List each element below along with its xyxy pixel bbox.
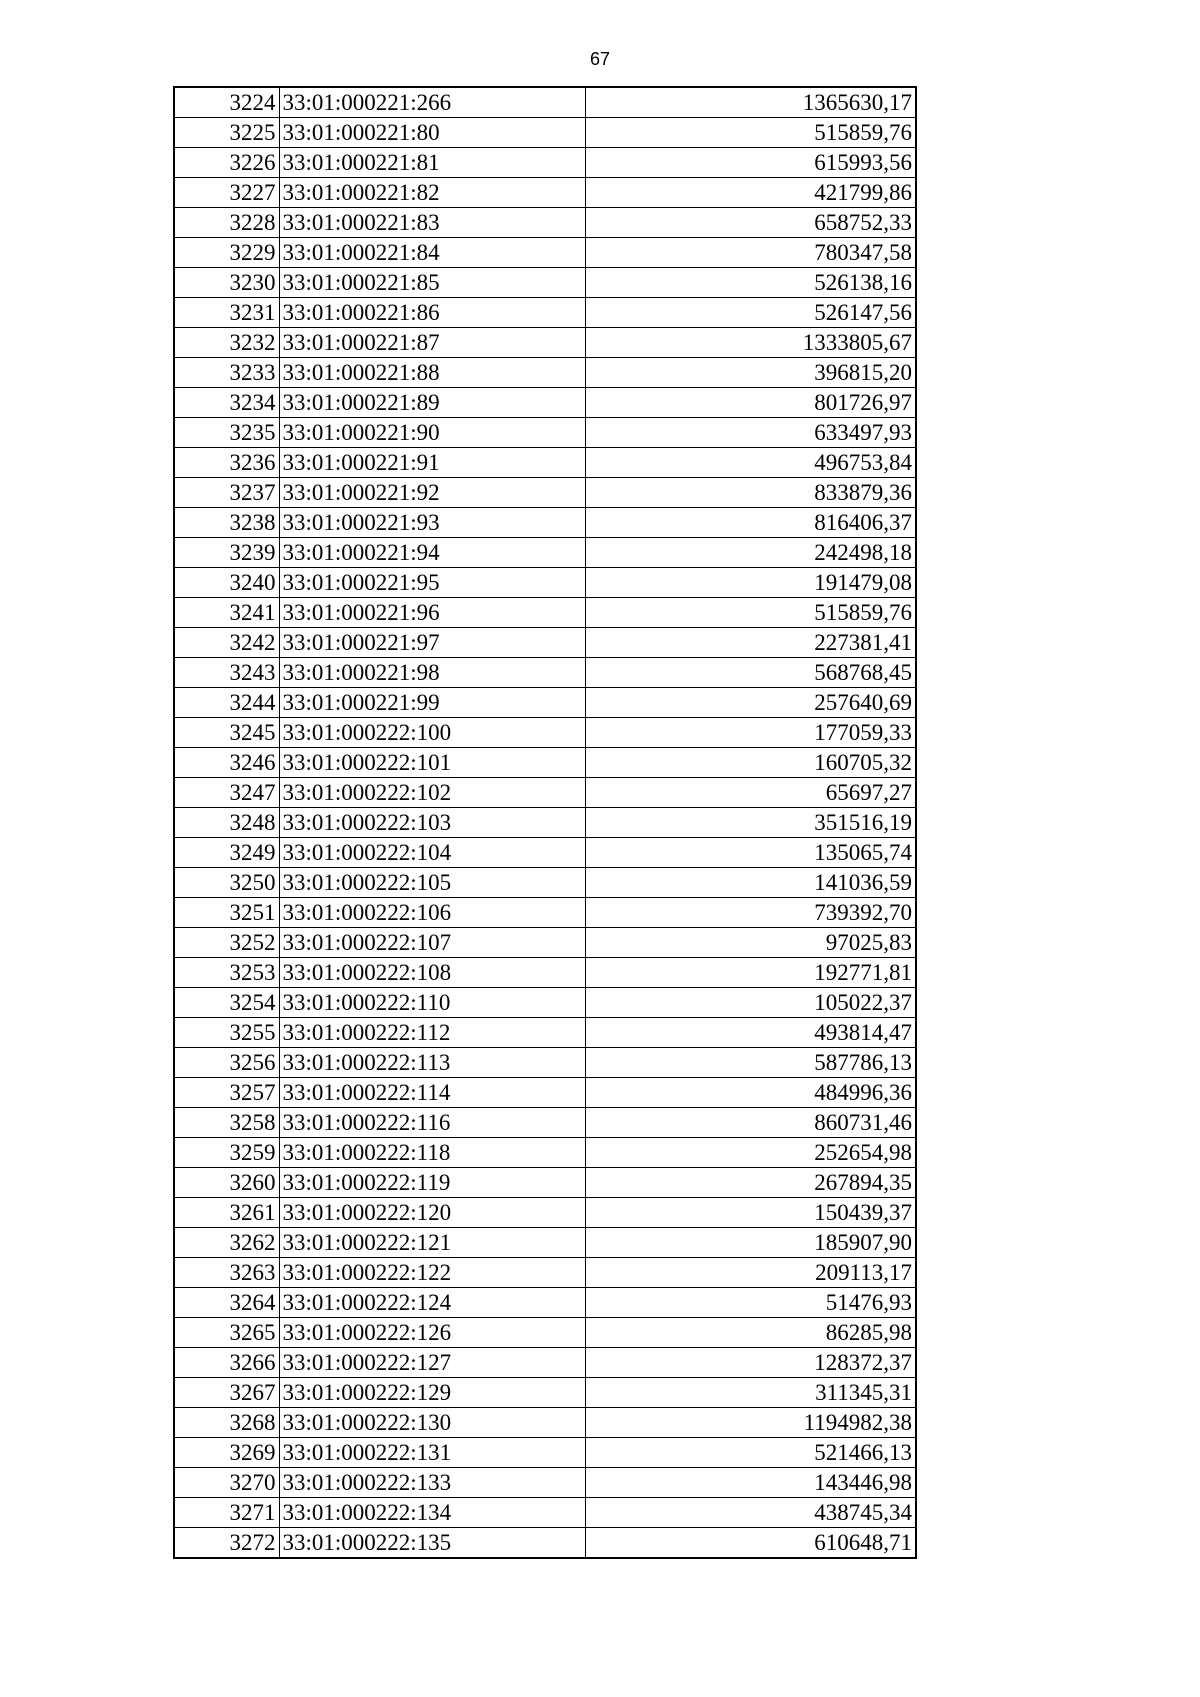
cadastral-number-cell: 33:01:000221:89: [279, 388, 585, 418]
table-row: [174, 148, 916, 178]
row-number-cell: 3227: [174, 178, 279, 208]
table-row: [174, 598, 916, 628]
cadastral-value-cell: 739392,70: [585, 898, 916, 928]
cadastral-number-cell: 33:01:000221:266: [279, 87, 585, 118]
table-row: [174, 1288, 916, 1318]
cadastral-number-cell: 33:01:000222:135: [279, 1528, 585, 1559]
row-number-cell: 3233: [174, 358, 279, 388]
row-number-cell: 3235: [174, 418, 279, 448]
cadastral-value-cell: 816406,37: [585, 508, 916, 538]
cadastral-value-cell: 438745,34: [585, 1498, 916, 1528]
cadastral-value-cell: 515859,76: [585, 598, 916, 628]
cadastral-number-cell: 33:01:000222:110: [279, 988, 585, 1018]
cadastral-value-cell: 568768,45: [585, 658, 916, 688]
cadastral-value-cell: 587786,13: [585, 1048, 916, 1078]
cadastral-number-cell: 33:01:000222:116: [279, 1108, 585, 1138]
row-number-cell: 3267: [174, 1378, 279, 1408]
row-number-cell: 3226: [174, 148, 279, 178]
table-row: [174, 478, 916, 508]
cadastral-value-cell: 801726,97: [585, 388, 916, 418]
row-number-cell: 3237: [174, 478, 279, 508]
table-row: [174, 178, 916, 208]
cadastral-value-cell: 311345,31: [585, 1378, 916, 1408]
row-number-cell: 3248: [174, 808, 279, 838]
table-row: [174, 748, 916, 778]
cadastral-number-cell: 33:01:000222:127: [279, 1348, 585, 1378]
table-row: [174, 1528, 916, 1559]
row-number-cell: 3243: [174, 658, 279, 688]
cadastral-number-cell: 33:01:000222:105: [279, 868, 585, 898]
table-row: [174, 1018, 916, 1048]
table-row: [174, 208, 916, 238]
table-row: [174, 988, 916, 1018]
table-row: [174, 1198, 916, 1228]
row-number-cell: 3271: [174, 1498, 279, 1528]
row-number-cell: 3261: [174, 1198, 279, 1228]
cadastral-value-cell: 351516,19: [585, 808, 916, 838]
cadastral-value-cell: 496753,84: [585, 448, 916, 478]
cadastral-value-cell: 267894,35: [585, 1168, 916, 1198]
cadastral-value-cell: 780347,58: [585, 238, 916, 268]
row-number-cell: 3251: [174, 898, 279, 928]
table-row: [174, 388, 916, 418]
table-row: [174, 1408, 916, 1438]
cadastral-value-cell: 185907,90: [585, 1228, 916, 1258]
row-number-cell: 3258: [174, 1108, 279, 1138]
cadastral-value-cell: 1333805,67: [585, 328, 916, 358]
table-row: [174, 1378, 916, 1408]
row-number-cell: 3238: [174, 508, 279, 538]
table-row: [174, 718, 916, 748]
row-number-cell: 3266: [174, 1348, 279, 1378]
cadastral-number-cell: 33:01:000222:120: [279, 1198, 585, 1228]
row-number-cell: 3230: [174, 268, 279, 298]
row-number-cell: 3268: [174, 1408, 279, 1438]
cadastral-number-cell: 33:01:000222:108: [279, 958, 585, 988]
table-row: [174, 1318, 916, 1348]
table-row: [174, 898, 916, 928]
cadastral-number-cell: 33:01:000222:102: [279, 778, 585, 808]
table-row: [174, 778, 916, 808]
cadastral-value-cell: 191479,08: [585, 568, 916, 598]
cadastral-value-cell: 396815,20: [585, 358, 916, 388]
row-number-cell: 3234: [174, 388, 279, 418]
page-number: 67: [589, 49, 611, 69]
cadastral-value-cell: 86285,98: [585, 1318, 916, 1348]
cadastral-number-cell: 33:01:000221:84: [279, 238, 585, 268]
table-row: [174, 87, 916, 118]
table-row: [174, 1468, 916, 1498]
cadastral-number-cell: 33:01:000222:126: [279, 1318, 585, 1348]
cadastral-number-cell: 33:01:000222:112: [279, 1018, 585, 1048]
row-number-cell: 3252: [174, 928, 279, 958]
row-number-cell: 3242: [174, 628, 279, 658]
cadastral-number-cell: 33:01:000221:94: [279, 538, 585, 568]
cadastral-value-cell: 860731,46: [585, 1108, 916, 1138]
cadastral-value-cell: 160705,32: [585, 748, 916, 778]
table-row: [174, 238, 916, 268]
table-row: [174, 268, 916, 298]
cadastral-number-cell: 33:01:000221:97: [279, 628, 585, 658]
row-number-cell: 3254: [174, 988, 279, 1018]
cadastral-value-cell: 484996,36: [585, 1078, 916, 1108]
cadastral-value-cell: 658752,33: [585, 208, 916, 238]
row-number-cell: 3260: [174, 1168, 279, 1198]
cadastral-value-cell: 209113,17: [585, 1258, 916, 1288]
cadastral-number-cell: 33:01:000222:131: [279, 1438, 585, 1468]
row-number-cell: 3249: [174, 838, 279, 868]
row-number-cell: 3236: [174, 448, 279, 478]
row-number-cell: 3250: [174, 868, 279, 898]
cadastral-value-cell: 65697,27: [585, 778, 916, 808]
row-number-cell: 3270: [174, 1468, 279, 1498]
cadastral-number-cell: 33:01:000222:122: [279, 1258, 585, 1288]
cadastral-number-cell: 33:01:000222:124: [279, 1288, 585, 1318]
cadastral-value-cell: 51476,93: [585, 1288, 916, 1318]
cadastral-number-cell: 33:01:000222:107: [279, 928, 585, 958]
cadastral-number-cell: 33:01:000222:100: [279, 718, 585, 748]
row-number-cell: 3232: [174, 328, 279, 358]
table-row: [174, 1138, 916, 1168]
table-row: [174, 538, 916, 568]
table-row: [174, 928, 916, 958]
row-number-cell: 3239: [174, 538, 279, 568]
row-number-cell: 3231: [174, 298, 279, 328]
cadastral-value-cell: 227381,41: [585, 628, 916, 658]
cadastral-number-cell: 33:01:000222:134: [279, 1498, 585, 1528]
row-number-cell: 3225: [174, 118, 279, 148]
cadastral-value-cell: 421799,86: [585, 178, 916, 208]
row-number-cell: 3246: [174, 748, 279, 778]
table-row: [174, 1258, 916, 1288]
cadastral-value-cell: 242498,18: [585, 538, 916, 568]
cadastral-number-cell: 33:01:000221:83: [279, 208, 585, 238]
row-number-cell: 3255: [174, 1018, 279, 1048]
table-row: [174, 1228, 916, 1258]
cadastral-number-cell: 33:01:000222:101: [279, 748, 585, 778]
cadastral-number-cell: 33:01:000222:114: [279, 1078, 585, 1108]
row-number-cell: 3256: [174, 1048, 279, 1078]
table-row: [174, 1078, 916, 1108]
row-number-cell: 3259: [174, 1138, 279, 1168]
cadastral-number-cell: 33:01:000221:93: [279, 508, 585, 538]
cadastral-value-cell: 150439,37: [585, 1198, 916, 1228]
cadastral-value-cell: 521466,13: [585, 1438, 916, 1468]
cadastral-number-cell: 33:01:000222:106: [279, 898, 585, 928]
cadastral-value-cell: 526147,56: [585, 298, 916, 328]
table-row: [174, 568, 916, 598]
cadastral-number-cell: 33:01:000221:81: [279, 148, 585, 178]
table-body: [174, 87, 916, 1558]
cadastral-number-cell: 33:01:000221:88: [279, 358, 585, 388]
row-number-cell: 3244: [174, 688, 279, 718]
cadastral-value-cell: 141036,59: [585, 868, 916, 898]
cadastral-value-cell: 128372,37: [585, 1348, 916, 1378]
cadastral-number-cell: 33:01:000221:87: [279, 328, 585, 358]
cadastral-number-cell: 33:01:000221:85: [279, 268, 585, 298]
cadastral-value-cell: 105022,37: [585, 988, 916, 1018]
cadastral-number-cell: 33:01:000221:96: [279, 598, 585, 628]
row-number-cell: 3272: [174, 1528, 279, 1559]
table-row: [174, 1108, 916, 1138]
table-row: [174, 1498, 916, 1528]
row-number-cell: 3262: [174, 1228, 279, 1258]
cadastral-value-cell: 135065,74: [585, 838, 916, 868]
cadastral-value-cell: 143446,98: [585, 1468, 916, 1498]
cadastral-number-cell: 33:01:000222:133: [279, 1468, 585, 1498]
cadastral-number-cell: 33:01:000222:113: [279, 1048, 585, 1078]
table-row: [174, 808, 916, 838]
cadastral-value-cell: 493814,47: [585, 1018, 916, 1048]
table-row: [174, 118, 916, 148]
cadastral-number-cell: 33:01:000222:118: [279, 1138, 585, 1168]
cadastral-number-cell: 33:01:000222:129: [279, 1378, 585, 1408]
table-row: [174, 628, 916, 658]
table-row: [174, 508, 916, 538]
cadastral-value-cell: 615993,56: [585, 148, 916, 178]
table-row: [174, 418, 916, 448]
row-number-cell: 3240: [174, 568, 279, 598]
cadastral-number-cell: 33:01:000221:92: [279, 478, 585, 508]
row-number-cell: 3263: [174, 1258, 279, 1288]
cadastral-value-cell: 526138,16: [585, 268, 916, 298]
cadastral-value-cell: 97025,83: [585, 928, 916, 958]
table-row: [174, 958, 916, 988]
table-row: [174, 328, 916, 358]
row-number-cell: 3247: [174, 778, 279, 808]
cadastral-number-cell: 33:01:000221:99: [279, 688, 585, 718]
cadastral-value-cell: 257640,69: [585, 688, 916, 718]
row-number-cell: 3245: [174, 718, 279, 748]
cadastral-value-cell: 833879,36: [585, 478, 916, 508]
cadastral-value-cell: 192771,81: [585, 958, 916, 988]
cadastral-number-cell: 33:01:000222:121: [279, 1228, 585, 1258]
cadastral-number-cell: 33:01:000221:90: [279, 418, 585, 448]
cadastral-value-cell: 515859,76: [585, 118, 916, 148]
cadastral-value-cell: 1365630,17: [585, 87, 916, 118]
table-row: [174, 448, 916, 478]
table-row: [174, 1348, 916, 1378]
row-number-cell: 3241: [174, 598, 279, 628]
row-number-cell: 3229: [174, 238, 279, 268]
cadastral-value-cell: 1194982,38: [585, 1408, 916, 1438]
cadastral-number-cell: 33:01:000221:91: [279, 448, 585, 478]
cadastral-number-cell: 33:01:000222:130: [279, 1408, 585, 1438]
table-row: [174, 1438, 916, 1468]
cadastral-number-cell: 33:01:000221:80: [279, 118, 585, 148]
table-row: [174, 838, 916, 868]
table-row: [174, 688, 916, 718]
cadastral-number-cell: 33:01:000221:98: [279, 658, 585, 688]
row-number-cell: 3269: [174, 1438, 279, 1468]
cadastral-number-cell: 33:01:000222:119: [279, 1168, 585, 1198]
row-number-cell: 3253: [174, 958, 279, 988]
table-row: [174, 1048, 916, 1078]
row-number-cell: 3228: [174, 208, 279, 238]
table-row: [174, 658, 916, 688]
cadastral-number-cell: 33:01:000221:86: [279, 298, 585, 328]
cadastral-number-cell: 33:01:000221:82: [279, 178, 585, 208]
row-number-cell: 3257: [174, 1078, 279, 1108]
cadastral-value-cell: 252654,98: [585, 1138, 916, 1168]
cadastral-number-cell: 33:01:000222:104: [279, 838, 585, 868]
table-row: [174, 358, 916, 388]
cadastral-value-table: [173, 86, 917, 1559]
table-row: [174, 1168, 916, 1198]
cadastral-number-cell: 33:01:000221:95: [279, 568, 585, 598]
row-number-cell: 3224: [174, 87, 279, 118]
table-row: [174, 868, 916, 898]
table-row: [174, 298, 916, 328]
row-number-cell: 3265: [174, 1318, 279, 1348]
cadastral-value-cell: 177059,33: [585, 718, 916, 748]
cadastral-number-cell: 33:01:000222:103: [279, 808, 585, 838]
row-number-cell: 3264: [174, 1288, 279, 1318]
cadastral-value-cell: 610648,71: [585, 1528, 916, 1559]
cadastral-value-cell: 633497,93: [585, 418, 916, 448]
